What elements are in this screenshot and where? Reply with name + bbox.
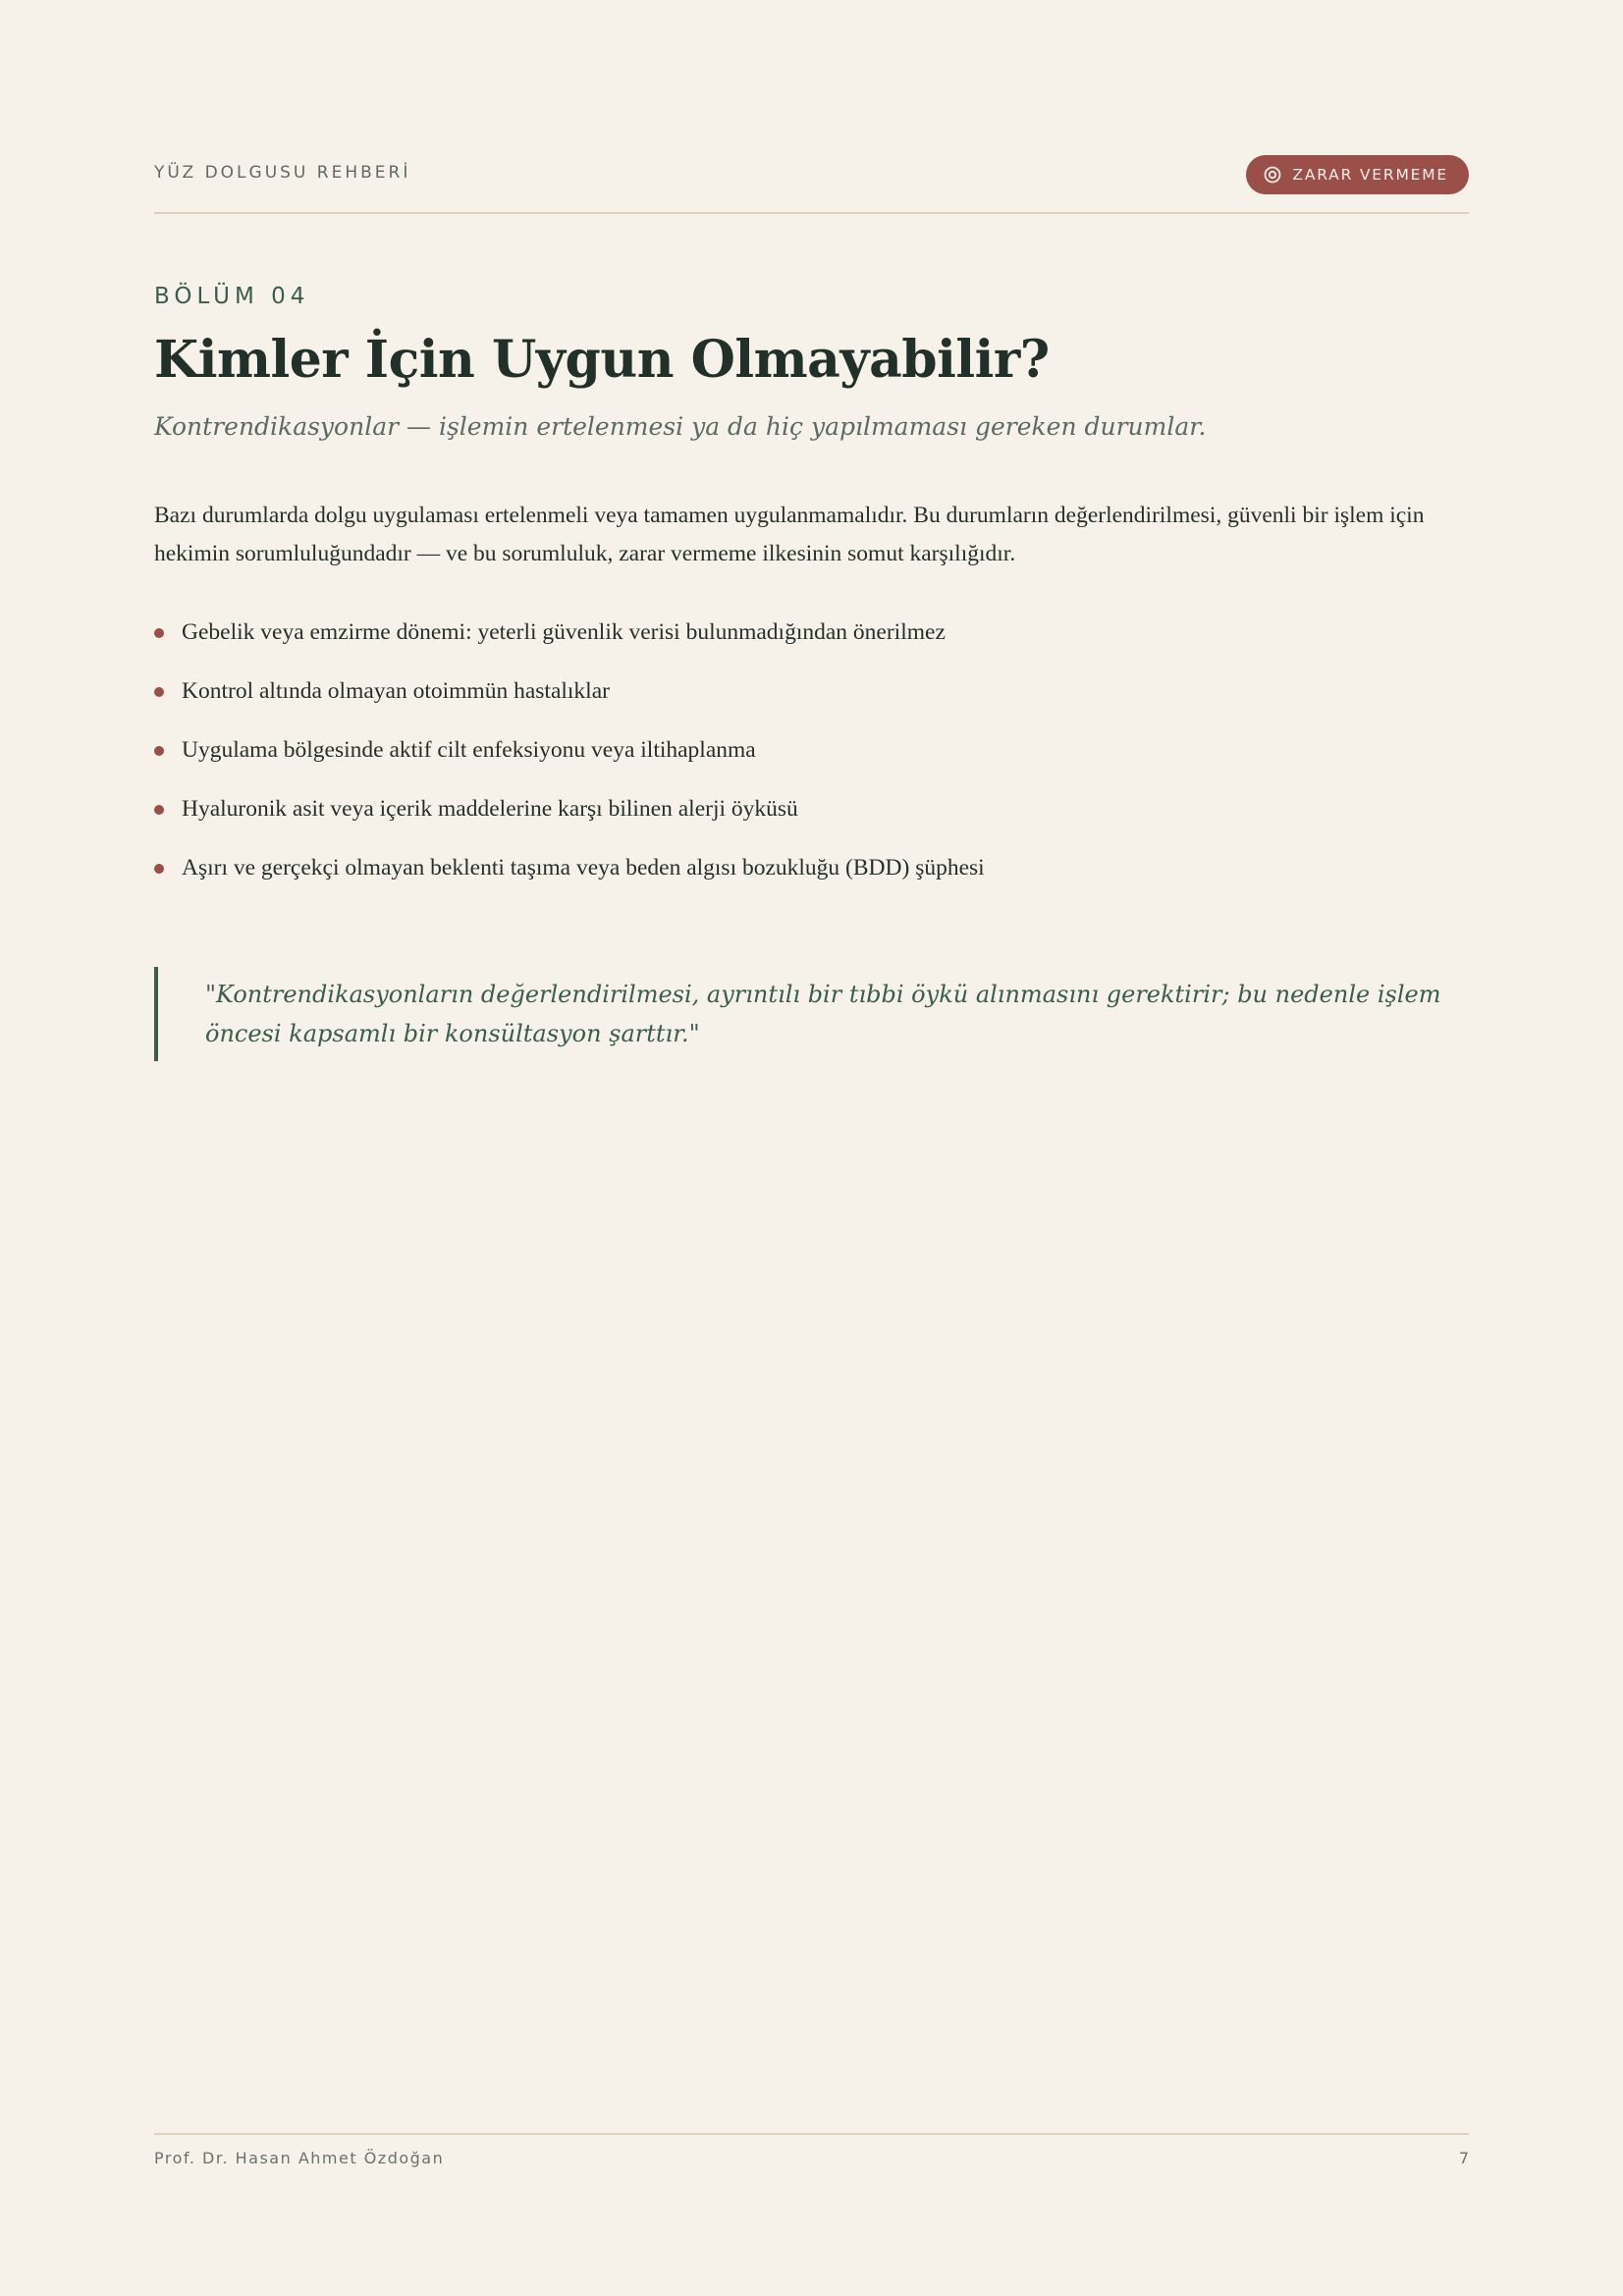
bullet-dot-icon bbox=[154, 687, 164, 697]
section-number: BÖLÜM 04 bbox=[154, 284, 310, 309]
list-item-text: Aşırı ve gerçekçi olmayan beklenti taşıma veya beden algısı bozukluğu (BDD) şüphesi bbox=[182, 855, 985, 881]
list-item-text: Gebelik veya emzirme dönemi: yeterli güvenlik verisi bulunmadığından önerilmez bbox=[182, 619, 946, 645]
guide-title: YÜZ DOLGUSU REHBERİ bbox=[154, 163, 411, 183]
list-item bbox=[154, 790, 985, 849]
list-item-text: Kontrol altında olmayan otoimmün hastalıklar bbox=[182, 678, 610, 704]
list-item bbox=[154, 731, 985, 790]
harm-avoidance-badge bbox=[1246, 155, 1469, 194]
footer-author: Prof. Dr. Hasan Ahmet Özdoğan bbox=[154, 2149, 445, 2167]
bullet-dot-icon bbox=[154, 805, 164, 815]
contraindication-list bbox=[154, 614, 985, 908]
bullet-dot-icon bbox=[154, 746, 164, 756]
page-number: 7 bbox=[1458, 2149, 1469, 2167]
list-item bbox=[154, 614, 985, 672]
bullet-dot-icon bbox=[154, 864, 164, 874]
pull-quote-text: "Kontrendikasyonların değerlendirilmesi, ayrıntılı bir tıbbi öykü alınmasını gerektirir; bu nedenle işlem öncesi kapsamlı bir konsültasyon şarttır." bbox=[205, 981, 1441, 1047]
page-footer bbox=[154, 2133, 1469, 2174]
pull-quote bbox=[154, 967, 1469, 1061]
list-item-text: Uygulama bölgesinde aktif cilt enfeksiyonu veya iltihaplanma bbox=[182, 737, 756, 763]
list-item-text: Hyaluronik asit veya içerik maddelerine karşı bilinen alerji öyküsü bbox=[182, 796, 798, 822]
target-icon bbox=[1263, 165, 1282, 185]
page-title: Kimler İçin Uygun Olmayabilir? bbox=[154, 330, 1050, 390]
page-subtitle: Kontrendikasyonlar — işlemin ertelenmesi ya da hiç yapılmaması gereken durumlar. bbox=[154, 412, 1207, 441]
page-header bbox=[154, 155, 1469, 214]
list-item bbox=[154, 849, 985, 908]
document-page bbox=[154, 0, 1469, 2296]
bullet-dot-icon bbox=[154, 628, 164, 638]
list-item bbox=[154, 672, 985, 731]
intro-paragraph: Bazı durumlarda dolgu uygulaması ertelenmeli veya tamamen uygulanmamalıdır. Bu durumların değerlendirilmesi, güvenli bir işlem için hekimin sorumluluğundadır — ve bu sorumluluk, zarar vermeme ilkesinin somut karşılığıdır. bbox=[154, 503, 1425, 566]
badge-label: ZARAR VERMEME bbox=[1292, 166, 1448, 184]
